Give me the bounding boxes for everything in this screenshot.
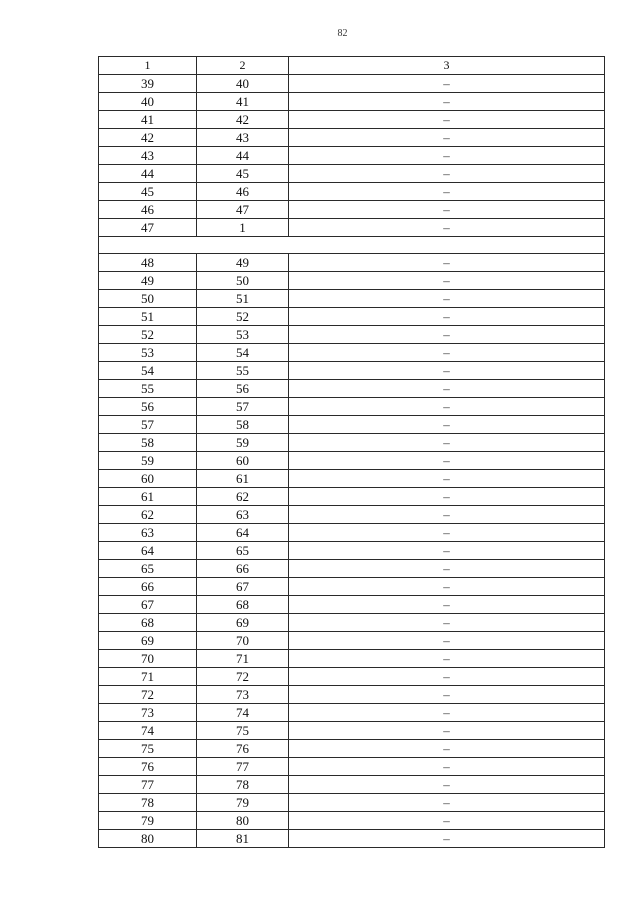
table-row [99,758,605,776]
table-row [99,416,605,434]
table-cell-col1: 63 [99,524,197,542]
table-cell-col2: 76 [197,740,289,758]
table-cell-col3: – [289,506,605,524]
table-cell-col1: 46 [99,201,197,219]
table-cell-col1: 53 [99,344,197,362]
table-cell-col3: – [289,165,605,183]
table-cell-col1: 69 [99,632,197,650]
table-cell-col1: 66 [99,578,197,596]
table-cell-col1: 68 [99,614,197,632]
table-row [99,722,605,740]
table-row [99,93,605,111]
table-row [99,165,605,183]
table-cell-col3: – [289,560,605,578]
table-cell-col3: – [289,740,605,758]
table-cell-col1: 45 [99,183,197,201]
table-cell-col1: 50 [99,290,197,308]
table-cell-col3: – [289,578,605,596]
table-row [99,272,605,290]
table-cell-col1: 77 [99,776,197,794]
table-cell-col2: 59 [197,434,289,452]
table-cell-col3: – [289,219,605,237]
table-cell-col2: 47 [197,201,289,219]
header-cell-2: 2 [197,57,289,75]
table-gap-cell [99,237,605,254]
table-cell-col2: 57 [197,398,289,416]
table-cell-col1: 59 [99,452,197,470]
table-cell-col1: 62 [99,506,197,524]
table-cell-col1: 72 [99,686,197,704]
table-cell-col1: 40 [99,93,197,111]
table-row [99,362,605,380]
table-row [99,290,605,308]
table-cell-col2: 50 [197,272,289,290]
table-row [99,614,605,632]
table-cell-col1: 79 [99,812,197,830]
table-cell-col3: – [289,722,605,740]
table-cell-col1: 57 [99,416,197,434]
table-cell-col3: – [289,290,605,308]
table-cell-col1: 74 [99,722,197,740]
table-row [99,380,605,398]
table-cell-col2: 64 [197,524,289,542]
table-row [99,183,605,201]
table-cell-col3: – [289,812,605,830]
table-cell-col1: 49 [99,272,197,290]
table-cell-col2: 44 [197,147,289,165]
table-cell-col3: – [289,632,605,650]
table-body [99,57,605,848]
table-row [99,254,605,272]
table-cell-col2: 75 [197,722,289,740]
table-row [99,686,605,704]
table-row [99,812,605,830]
table-cell-col3: – [289,111,605,129]
table-cell-col3: – [289,416,605,434]
table-cell-col1: 44 [99,165,197,183]
table-cell-col3: – [289,794,605,812]
table-cell-col1: 41 [99,111,197,129]
table-cell-col3: – [289,398,605,416]
table-cell-col1: 64 [99,542,197,560]
table-cell-col2: 58 [197,416,289,434]
table-row [99,75,605,93]
table-row [99,308,605,326]
table-row [99,704,605,722]
table-cell-col2: 60 [197,452,289,470]
table-cell-col3: – [289,147,605,165]
table-row [99,560,605,578]
table-row [99,668,605,686]
table-row [99,147,605,165]
table-cell-col3: – [289,542,605,560]
table-cell-col3: – [289,488,605,506]
table-cell-col2: 81 [197,830,289,848]
table-cell-col1: 65 [99,560,197,578]
table-cell-col2: 62 [197,488,289,506]
table-cell-col2: 56 [197,380,289,398]
table-cell-col2: 42 [197,111,289,129]
table-cell-col2: 69 [197,614,289,632]
table-cell-col2: 1 [197,219,289,237]
table-cell-col1: 76 [99,758,197,776]
table-cell-col1: 55 [99,380,197,398]
table-cell-col2: 49 [197,254,289,272]
table-row [99,596,605,614]
table-cell-col1: 78 [99,794,197,812]
header-cell-1: 1 [99,57,197,75]
table-row [99,326,605,344]
table-row [99,219,605,237]
table-cell-col1: 48 [99,254,197,272]
table-cell-col2: 46 [197,183,289,201]
table-header-row [99,57,605,75]
table-cell-col3: – [289,201,605,219]
table-cell-col2: 52 [197,308,289,326]
table-row [99,434,605,452]
table-gap-row [99,237,605,254]
table-cell-col3: – [289,434,605,452]
table-cell-col3: – [289,380,605,398]
table-cell-col2: 78 [197,776,289,794]
table-cell-col1: 75 [99,740,197,758]
table-cell-col2: 53 [197,326,289,344]
table-cell-col2: 70 [197,632,289,650]
table-cell-col1: 43 [99,147,197,165]
table-cell-col2: 73 [197,686,289,704]
table-cell-col2: 43 [197,129,289,147]
table-cell-col1: 47 [99,219,197,237]
table-cell-col2: 63 [197,506,289,524]
table-cell-col1: 39 [99,75,197,93]
table-cell-col2: 80 [197,812,289,830]
table-cell-col1: 42 [99,129,197,147]
table-cell-col3: – [289,668,605,686]
table-cell-col1: 67 [99,596,197,614]
table-cell-col2: 65 [197,542,289,560]
table-cell-col3: – [289,93,605,111]
table-cell-col2: 71 [197,650,289,668]
table-cell-col2: 66 [197,560,289,578]
table-cell-col1: 80 [99,830,197,848]
table-cell-col2: 41 [197,93,289,111]
table-cell-col3: – [289,272,605,290]
table-row [99,542,605,560]
table-cell-col2: 68 [197,596,289,614]
table-row [99,830,605,848]
table-cell-col3: – [289,183,605,201]
header-cell-3: 3 [289,57,605,75]
table-cell-col3: – [289,254,605,272]
table-row [99,794,605,812]
table-row [99,506,605,524]
table-row [99,452,605,470]
data-table [98,56,605,848]
table-cell-col1: 70 [99,650,197,668]
table-cell-col3: – [289,75,605,93]
table-row [99,650,605,668]
table-cell-col3: – [289,452,605,470]
table-cell-col3: – [289,308,605,326]
table-row [99,201,605,219]
table-row [99,776,605,794]
table-cell-col1: 58 [99,434,197,452]
table-cell-col2: 40 [197,75,289,93]
page-number: 82 [337,28,348,39]
table-cell-col3: – [289,650,605,668]
table-cell-col3: – [289,326,605,344]
table-cell-col1: 61 [99,488,197,506]
table-cell-col2: 67 [197,578,289,596]
table-cell-col3: – [289,344,605,362]
table-cell-col2: 77 [197,758,289,776]
table-cell-col2: 72 [197,668,289,686]
table-cell-col3: – [289,129,605,147]
table-cell-col1: 51 [99,308,197,326]
table-cell-col2: 61 [197,470,289,488]
table-cell-col2: 51 [197,290,289,308]
table-cell-col2: 55 [197,362,289,380]
table-cell-col3: – [289,470,605,488]
table-cell-col1: 54 [99,362,197,380]
table-cell-col3: – [289,362,605,380]
table-cell-col3: – [289,758,605,776]
table-row [99,488,605,506]
table-cell-col2: 54 [197,344,289,362]
table-row [99,129,605,147]
table-cell-col1: 71 [99,668,197,686]
table-cell-col3: – [289,686,605,704]
table-row [99,524,605,542]
table-cell-col3: – [289,596,605,614]
table-row [99,470,605,488]
table-cell-col1: 56 [99,398,197,416]
table-row [99,578,605,596]
table-cell-col1: 73 [99,704,197,722]
table-cell-col3: – [289,704,605,722]
table-cell-col2: 79 [197,794,289,812]
table-cell-col3: – [289,776,605,794]
table-cell-col2: 74 [197,704,289,722]
table-row [99,740,605,758]
table-row [99,398,605,416]
table-row [99,632,605,650]
table-cell-col1: 60 [99,470,197,488]
table-cell-col2: 45 [197,165,289,183]
table-cell-col3: – [289,524,605,542]
table-row [99,344,605,362]
table-cell-col1: 52 [99,326,197,344]
table-row [99,111,605,129]
table-cell-col3: – [289,830,605,848]
table-cell-col3: – [289,614,605,632]
